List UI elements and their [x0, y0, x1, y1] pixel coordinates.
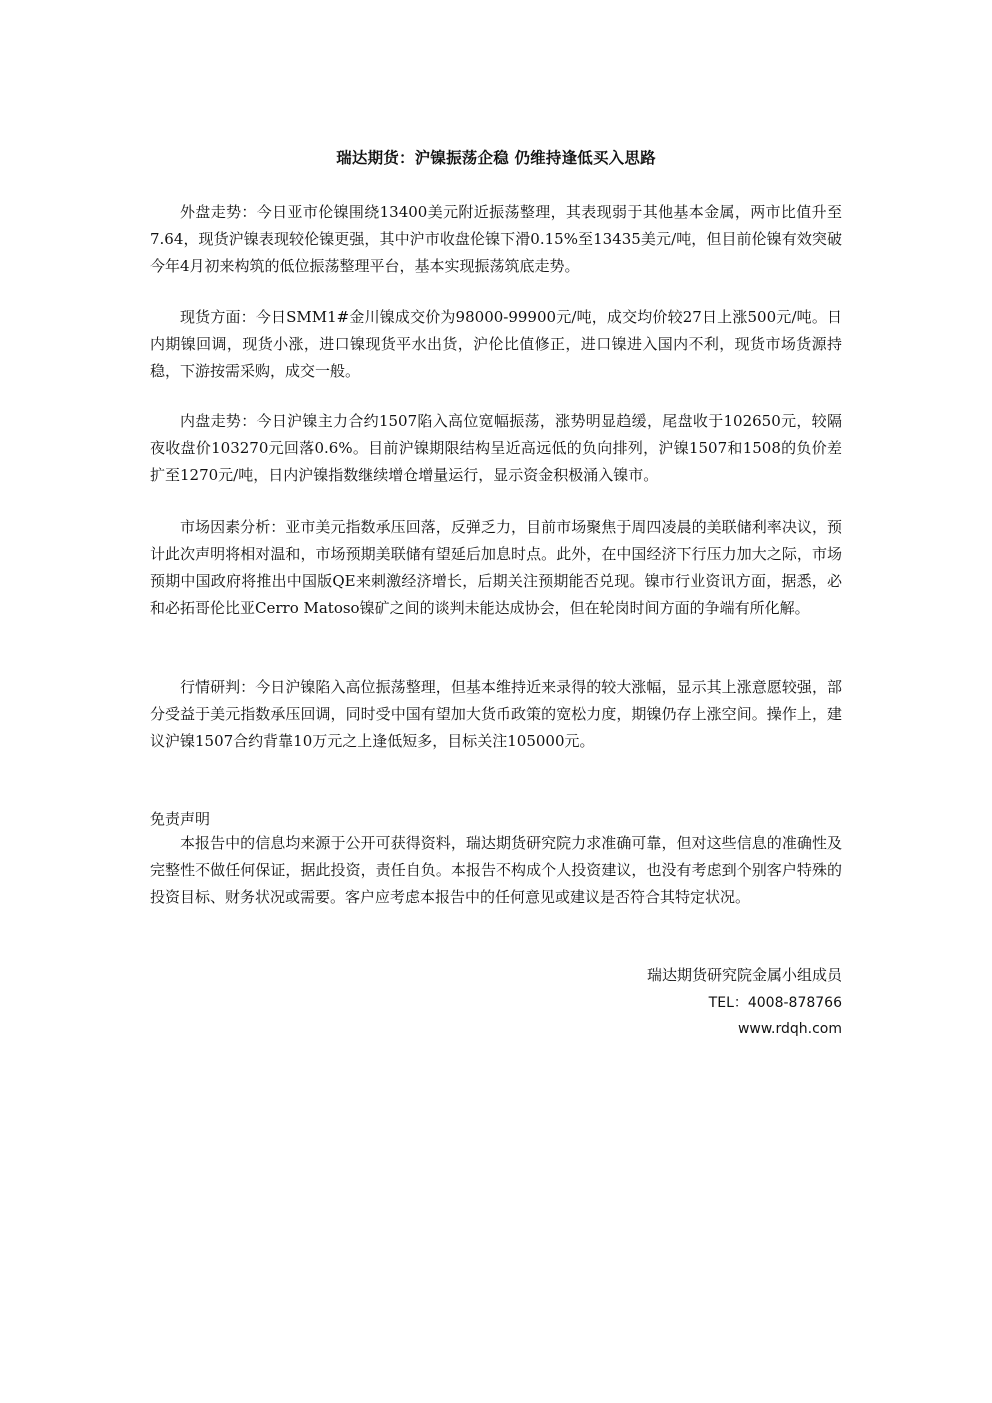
- disclaimer-heading: 免责声明: [150, 810, 211, 828]
- report-title: 瑞达期货：沪镍振荡企稳 仍维持逢低买入思路: [336, 149, 656, 167]
- signature-website: [442, 1015, 842, 1043]
- paragraph-domestic-market: 内盘走势：今日沪镍主力合约1507陷入高位宽幅振荡，涨势明显趋缓，尾盘收于102650元，较隔夜收盘价103270元回落0.6%。目前沪镍期限结构呈近高远低的负向排列，沪镍1507和1508的负价差扩至1270元/吨，日内沪镍指数继续增仓增量运行，显示资金积极涌入镍市。: [150, 412, 842, 484]
- paragraph-spot-market: 现货方面：今日SMM1#金川镍成交价为98000-99900元/吨，成交均价较27日上涨500元/吨。日内期镍回调，现货小涨，进口镍现货平水出货，沪伦比值修正，进口镍进入国内不利，现货市场货源持稳，下游按需采购，成交一般。: [150, 308, 842, 380]
- website-text: www.rdqh.com: [737, 1021, 842, 1037]
- signature-team: 瑞达期货研究院金属小组成员: [646, 966, 842, 984]
- paragraph-outlook: 行情研判：今日沪镍陷入高位振荡整理，但基本维持近来录得的较大涨幅，显示其上涨意愿较强，部分受益于美元指数承压回调，同时受中国有望加大货币政策的宽松力度，期镍仍存上涨空间。操作上，建议沪镍1507合约背靠10万元之上逢低短多，目标关注105000元。: [150, 678, 842, 750]
- signature-tel: [442, 989, 842, 1017]
- disclaimer-body: 本报告中的信息均来源于公开可获得资料，瑞达期货研究院力求准确可靠，但对这些信息的准确性及完整性不做任何保证，据此投资，责任自负。本报告不构成个人投资建议，也没有考虑到个别客户特殊的投资目标、财务状况或需要。客户应考虑本报告中的任何意见或建议是否符合其特定状况。: [150, 834, 842, 906]
- paragraph-market-factors: 市场因素分析：亚市美元指数承压回落，反弹乏力，目前市场聚焦于周四凌晨的美联储利率决议，预计此次声明将相对温和，市场预期美联储有望延后加息时点。此外，在中国经济下行压力加大之际，市场预期中国政府将推出中国版QE来刺激经济增长，后期关注预期能否兑现。镍市行业资讯方面，据悉，必和必拓哥伦比亚Cerro Matoso镍矿之间的谈判未能达成协会，但在轮岗时间方面的争端有所化解。: [150, 518, 842, 617]
- tel-text: TEL：4008-878766: [708, 995, 842, 1011]
- paragraph-overseas-market: 外盘走势：今日亚市伦镍围绕13400美元附近振荡整理，其表现弱于其他基本金属，两市比值升至7.64，现货沪镍表现较伦镍更强，其中沪市收盘伦镍下滑0.15%至13435美元/吨，但目前伦镍有效突破今年4月初来构筑的低位振荡整理平台，基本实现振荡筑底走势。: [150, 203, 842, 275]
